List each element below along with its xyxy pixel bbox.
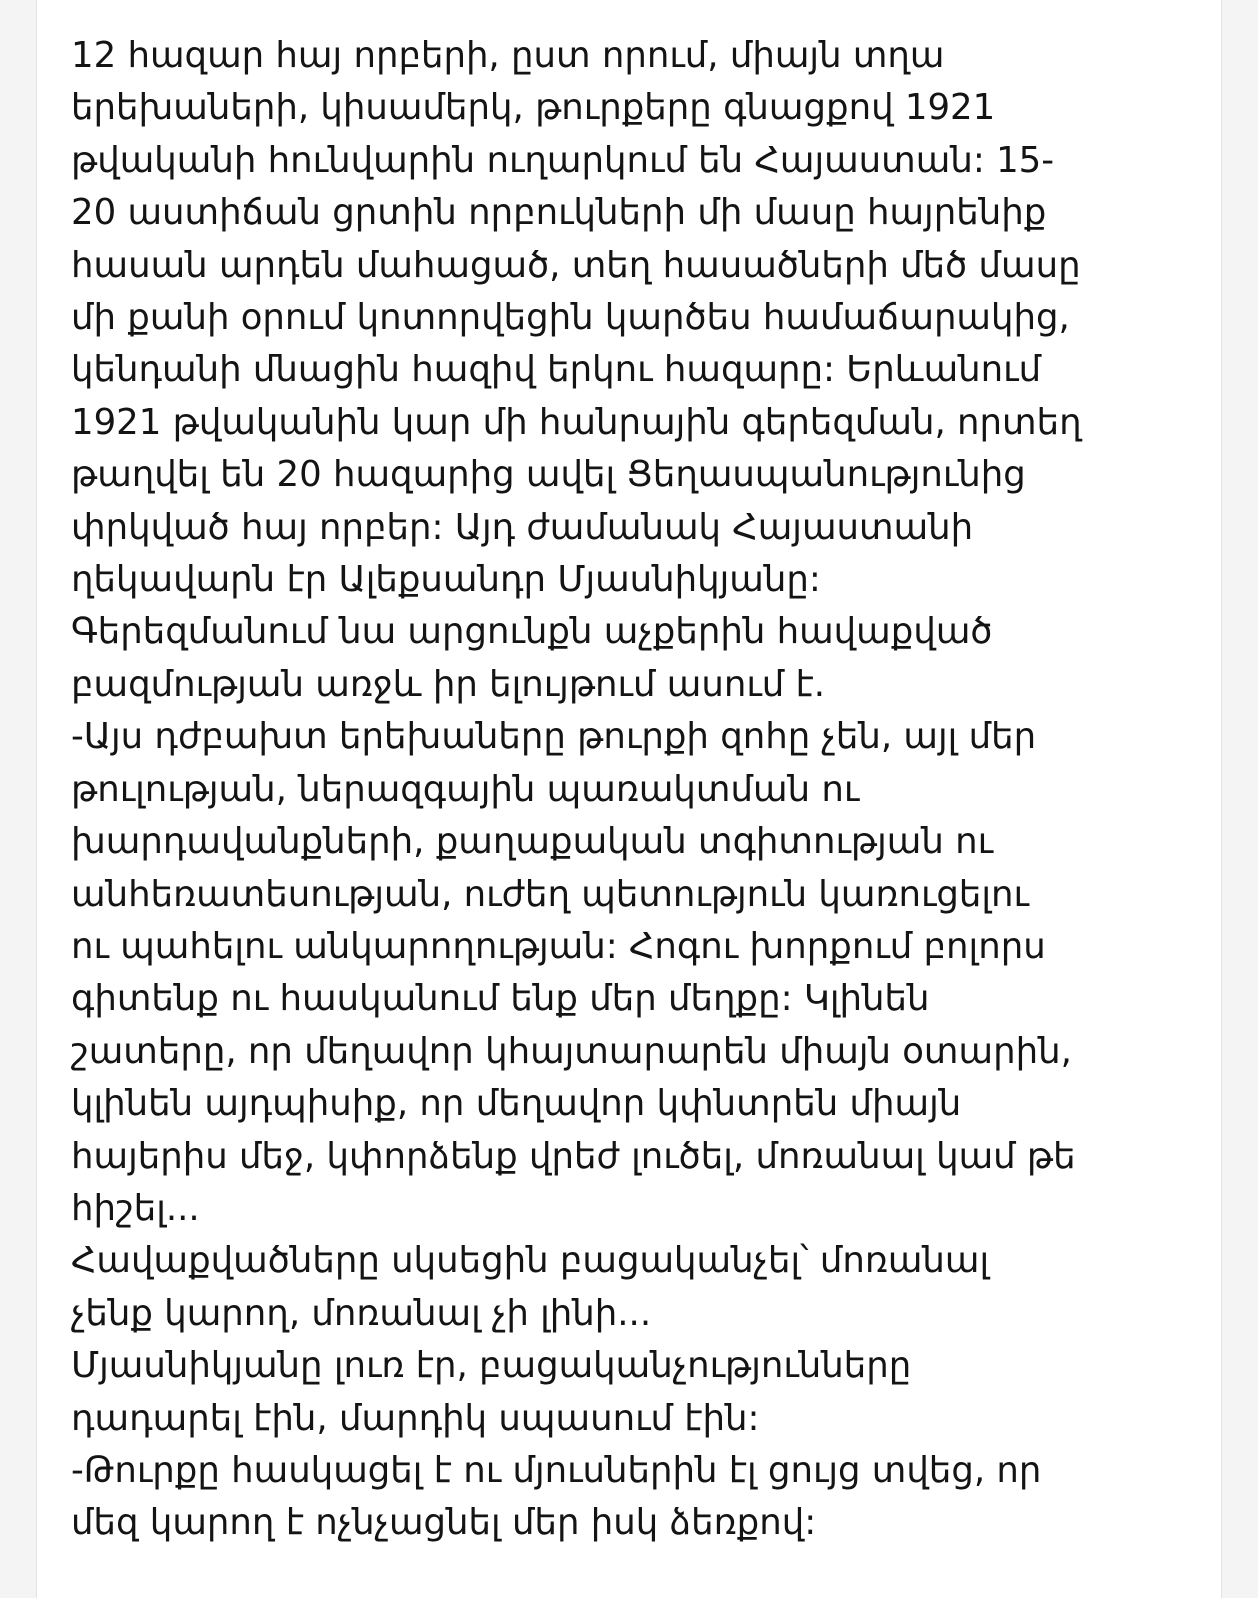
text-line: բազմության առջև իր ելույթում ասում է. <box>71 663 826 705</box>
text-line: թաղվել են 20 հազարից ավել Ցեղասպանությունից <box>71 454 1026 496</box>
text-line: հիշել... <box>71 1187 200 1229</box>
text-line: 12 հազար հայ որբերի, ըստ որում, միայն տղա <box>71 35 945 76</box>
text-line: շատերը, որ մեղավոր կհայտարարեն միայն օտարին, <box>71 1030 1072 1072</box>
text-line: -Թուրքը հասկացել է ու մյուսներին էլ ցույց տվեց, որ <box>71 1449 1042 1491</box>
text-line: երեխաների, կիսամերկ, թուրքերը գնացքով 1921 <box>71 87 996 129</box>
text-line: դադարել էին, մարդիկ սպասում էին: <box>71 1397 760 1439</box>
post-page <box>36 0 1222 1598</box>
text-line: Մյասնիկյանը լուռ էր, բացականչությունները <box>71 1345 912 1387</box>
text-line: 1921 թվականին կար մի հանրային գերեզման, որտեղ <box>71 401 1082 443</box>
text-line: Հավաքվածները սկսեցին բացականչել՝ մոռանալ <box>71 1240 990 1282</box>
text-line: փրկված հայ որբեր: Այդ ժամանակ Հայաստանի <box>71 506 974 548</box>
text-line: կլինեն այդպիսիք, որ մեղավոր կփնտրեն միայն <box>71 1083 962 1125</box>
text-line: թվականի հունվարին ուղարկում են Հայաստան: 15- <box>71 139 1055 181</box>
text-line: 20 աստիճան ցրտին որբուկների մի մասը հայրենիք <box>71 192 1047 234</box>
text-line: անհեռատեսության, ուժեղ պետություն կառուցելու <box>71 873 1029 915</box>
text-line: հասան արդեն մահացած, տեղ հասածների մեծ մասը <box>71 244 1081 286</box>
text-line: գիտենք ու հասկանում ենք մեր մեղքը: Կլինեն <box>71 978 930 1020</box>
text-line: չենք կարող, մոռանալ չի լինի... <box>71 1292 652 1334</box>
text-line: ղեկավարն էր Ալեքսանդր Մյասնիկյանը: <box>71 559 821 601</box>
text-line: հայերիս մեջ, կփորձենք վրեժ լուծել, մոռանալ կամ թե <box>71 1135 1076 1177</box>
text-line: Գերեզմանում նա արցունքն աչքերին հավաքված <box>71 611 993 653</box>
post-body-text <box>71 30 1211 1550</box>
text-line: մի քանի օրում կոտորվեցին կարծես համաճարակից, <box>71 297 1070 339</box>
text-line: մեզ կարող է ոչնչացնել մեր իսկ ձեռքով: <box>71 1502 817 1544</box>
text-line: -Այս դժբախտ երեխաները թուրքի զոհը չեն, այլ մեր <box>71 716 1037 758</box>
text-line: խարդավանքների, քաղաքական տգիտության ու <box>71 821 994 863</box>
text-line: կենդանի մնացին հազիվ երկու հազարը: Երևանում <box>71 349 1042 391</box>
text-line: թուլության, ներազգային պառակտման ու <box>71 768 860 810</box>
text-line: ու պահելու անկարողության: Հոգու խորքում բոլորս <box>71 925 1046 967</box>
